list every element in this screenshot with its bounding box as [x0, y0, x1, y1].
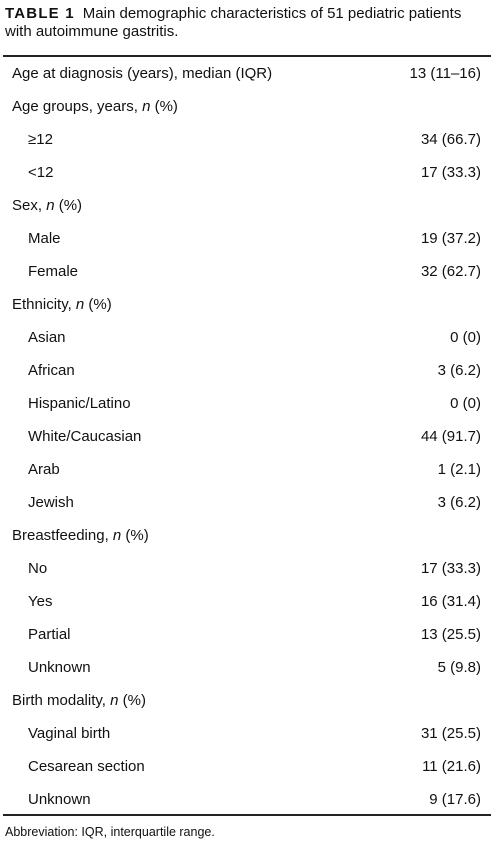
table-bottom-rule — [3, 814, 491, 816]
table-caption-text: Main demographic characteristics of 51 pediatric patients with autoimmune gastritis. — [5, 5, 462, 40]
row-label — [28, 725, 110, 742]
row-label — [12, 98, 178, 115]
table-row — [0, 486, 494, 519]
row-label-text: Asian — [28, 329, 66, 346]
row-label-text: <12 — [28, 164, 54, 181]
row-label-text: Birth modality, — [12, 692, 111, 709]
table-row — [0, 453, 494, 486]
row-label-suffix: (%) — [150, 98, 178, 115]
row-value: 0 (0) — [450, 329, 481, 346]
row-label-text: Hispanic/Latino — [28, 395, 131, 412]
table-caption — [5, 5, 485, 41]
row-label-text: Age groups, years, — [12, 98, 143, 115]
row-label-text: Cesarean section — [28, 758, 145, 775]
table-group-row — [0, 57, 494, 90]
row-stat-symbol: n — [75, 296, 85, 313]
row-label — [28, 758, 145, 775]
table-row — [0, 750, 494, 783]
row-value: 19 (37.2) — [420, 230, 481, 247]
row-label-text: Ethnicity, — [12, 296, 76, 313]
table-footnote: Abbreviation: IQR, interquartile range. — [5, 825, 215, 839]
row-label-text: Yes — [28, 593, 53, 610]
table-row — [0, 387, 494, 420]
row-value: 3 (6.2) — [437, 362, 481, 379]
row-label — [12, 527, 149, 544]
table-group-row — [0, 288, 494, 321]
row-label-text: Breastfeeding, — [12, 527, 113, 544]
row-stat-symbol: n — [142, 98, 151, 115]
table-group-row — [0, 189, 494, 222]
row-value: 5 (9.8) — [437, 659, 481, 676]
row-label-suffix: (%) — [54, 197, 83, 214]
table-group-row — [0, 90, 494, 123]
row-label-text: Arab — [28, 461, 60, 478]
row-label — [28, 230, 61, 247]
row-label — [28, 593, 52, 610]
row-label-text: Sex, — [12, 197, 47, 214]
table-group-row — [0, 684, 494, 717]
row-label-text: Male — [28, 230, 61, 247]
row-value: 11 (21.6) — [422, 758, 481, 775]
table-row — [0, 552, 494, 585]
row-value: 1 (2.1) — [437, 461, 481, 478]
row-value: 13 (25.5) — [420, 626, 481, 643]
row-label-text: Vaginal birth — [28, 725, 111, 742]
row-label-text: Jewish — [28, 494, 74, 511]
row-stat-symbol: n — [112, 527, 122, 544]
row-label — [28, 461, 60, 478]
table-row — [0, 420, 494, 453]
row-stat-symbol: n — [46, 197, 55, 214]
row-label — [12, 65, 272, 82]
row-label-text: Unknown — [28, 791, 91, 808]
table-row — [0, 321, 494, 354]
row-value: 17 (33.3) — [420, 164, 481, 181]
row-label — [28, 164, 53, 181]
table-row — [0, 354, 494, 387]
row-label — [12, 197, 82, 214]
row-value: 0 (0) — [450, 395, 481, 412]
row-label-text: White/Caucasian — [28, 428, 142, 445]
row-label-text: Unknown — [28, 659, 91, 676]
table-row — [0, 717, 494, 750]
table-row — [0, 123, 494, 156]
table-row — [0, 783, 494, 816]
row-label — [28, 131, 53, 148]
table-row — [0, 255, 494, 288]
row-label — [28, 626, 71, 643]
row-label-text: ≥12 — [28, 131, 53, 148]
row-label — [28, 560, 47, 577]
table-row — [0, 156, 494, 189]
row-label — [28, 329, 66, 346]
row-label — [28, 791, 91, 808]
row-stat-symbol: n — [110, 692, 119, 709]
row-label — [12, 692, 146, 709]
row-value: 34 (66.7) — [420, 131, 481, 148]
row-label-text: Partial — [28, 626, 71, 643]
row-value: 9 (17.6) — [429, 791, 481, 808]
row-value: 13 (11–16) — [409, 65, 481, 82]
table-row — [0, 651, 494, 684]
row-label-text: Female — [28, 263, 79, 280]
row-label — [28, 263, 78, 280]
row-label — [28, 428, 141, 445]
row-value: 31 (25.5) — [420, 725, 481, 742]
row-value: 16 (31.4) — [420, 593, 481, 610]
table-row — [0, 222, 494, 255]
row-label — [28, 659, 91, 676]
row-label — [12, 296, 112, 313]
row-label — [28, 395, 131, 412]
row-value: 32 (62.7) — [420, 263, 481, 280]
row-label — [28, 494, 74, 511]
row-value: 3 (6.2) — [437, 494, 481, 511]
table-label: TABLE 1 — [5, 5, 75, 22]
row-label — [28, 362, 75, 379]
row-label-suffix: (%) — [84, 296, 112, 313]
row-value: 17 (33.3) — [420, 560, 481, 577]
table-group-row — [0, 519, 494, 552]
row-label-suffix: (%) — [121, 527, 149, 544]
row-label-text: African — [28, 362, 75, 379]
row-label-text: Age at diagnosis (years), median (IQR) — [12, 65, 273, 82]
table-row — [0, 585, 494, 618]
row-label-suffix: (%) — [118, 692, 146, 709]
row-value: 44 (91.7) — [420, 428, 481, 445]
row-label-text: No — [28, 560, 48, 577]
table-row — [0, 618, 494, 651]
